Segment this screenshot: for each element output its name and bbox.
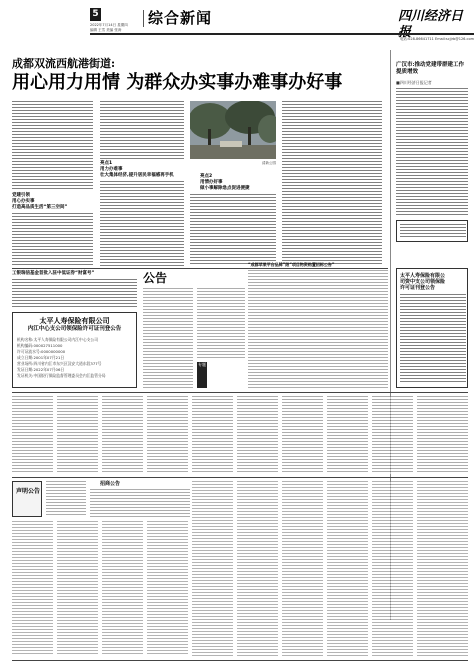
classified-col-5 bbox=[192, 396, 233, 474]
classified-col-4 bbox=[147, 396, 188, 474]
lower-col-9 bbox=[372, 481, 413, 656]
lower-col-8 bbox=[327, 481, 368, 656]
section-rule-3 bbox=[12, 477, 468, 478]
lead-headline: 用心用力用情 为群众办实事办难事办好事 bbox=[12, 72, 343, 93]
lower-col-2 bbox=[57, 521, 98, 656]
notice-row-6: 发证日期:2022年07月06日 bbox=[17, 367, 65, 372]
photo-caption: 清新公园 bbox=[262, 161, 276, 165]
labor-news-title: 工银瑞信基金首批入驻中低证券“财富号” bbox=[12, 271, 95, 276]
right-article-title: 广汉市:推动党建带群建工作提质增效 bbox=[396, 62, 465, 75]
classified-col-1 bbox=[12, 396, 53, 474]
classified-col-2 bbox=[57, 396, 98, 474]
classified-col-9 bbox=[372, 396, 413, 474]
lead-photo bbox=[190, 101, 276, 159]
lead-kicker: 成都双流西航港街道: bbox=[12, 57, 116, 70]
park-trees-image bbox=[190, 101, 276, 159]
lower-col-3 bbox=[102, 521, 143, 656]
section-rule-1 bbox=[12, 268, 388, 269]
lead-column-2 bbox=[100, 101, 184, 159]
classified-col-8 bbox=[327, 396, 368, 474]
notice-center-col-1 bbox=[143, 288, 193, 388]
insurance-notice-main bbox=[12, 312, 137, 388]
statement-tag bbox=[12, 481, 42, 517]
lead-column-2b bbox=[100, 181, 184, 266]
notice-row-3: 许可证流水号:0000000000 bbox=[17, 349, 66, 354]
classified-col-6 bbox=[237, 396, 278, 474]
insurance-notice-right bbox=[396, 268, 468, 388]
lower-col-5 bbox=[192, 481, 233, 656]
right-small-notice-text bbox=[400, 224, 466, 238]
highlight-1-line: 壮大集体经济,提升居民幸福感再手机 bbox=[100, 173, 174, 178]
notice-center-title: “成都苹果平台品牌”限“项目物资购置招标公告” bbox=[248, 262, 335, 267]
lower-col-6 bbox=[237, 481, 278, 656]
lead-column-1b bbox=[12, 213, 93, 265]
paper-name-logo: 四川经济日 bbox=[398, 9, 464, 24]
section-rule-2 bbox=[12, 392, 468, 393]
header-divider bbox=[143, 10, 144, 27]
notice-row-2: 机构编码:000027511000 bbox=[17, 343, 63, 348]
right-small-notice bbox=[396, 220, 468, 242]
masthead bbox=[0, 0, 474, 46]
right-article-byline: ■四川经济日报记者 bbox=[396, 80, 432, 85]
notice-center-col-2 bbox=[197, 288, 245, 358]
issue-date: 2022年7月14日 星期四 bbox=[90, 23, 128, 27]
left-subtitle-line: 打造高品质生活“第三空间” bbox=[12, 205, 68, 210]
notice-center-dark-label: 专题 bbox=[197, 362, 207, 388]
right-notice-title-1: 太平人寿保险有限公 bbox=[400, 273, 446, 279]
highlight-2-line: 做小事解除急点促进便捷 bbox=[200, 186, 250, 191]
right-notice-title-2: 司资中支公司领保险 bbox=[400, 279, 446, 285]
lower-col-7 bbox=[282, 481, 323, 656]
highlight-1-label: 亮点1 bbox=[100, 161, 113, 166]
left-subtitle-label: 党建引领 bbox=[12, 193, 30, 198]
lead-column-1 bbox=[12, 101, 93, 191]
classified-col-7 bbox=[282, 396, 323, 474]
notice-title-1: 太平人寿保险有限公司 bbox=[39, 316, 110, 325]
lower-col-10 bbox=[417, 481, 468, 656]
recruit-notice-title: 招商公告 bbox=[100, 481, 121, 487]
notice-row-1: 机构名称:太平人寿保险有限公司内江中心支公司 bbox=[17, 337, 99, 342]
right-notice-title-3: 许可证刊登公告 bbox=[400, 285, 436, 291]
right-article-body bbox=[396, 88, 468, 216]
notice-row-4: 成立日期:2001年07月21日 bbox=[17, 355, 65, 360]
lead-column-3c bbox=[190, 194, 276, 266]
section-title: 综合新闻 bbox=[148, 9, 213, 27]
highlight-2-label: 亮点2 bbox=[200, 174, 213, 179]
recruit-notice-body bbox=[90, 489, 190, 517]
left-subtitle: 用心办实事 bbox=[12, 199, 35, 204]
editors-line: 编辑 王雪 美编 张涛 bbox=[90, 28, 122, 32]
page-number-badge: 5 bbox=[90, 8, 101, 21]
footer-rule bbox=[12, 660, 468, 661]
lower-col-4 bbox=[147, 521, 188, 656]
notice-row-7: 发证机关:中国银行保险监督管理委员会内江监管分局 bbox=[17, 373, 106, 378]
right-notice-body bbox=[400, 294, 466, 384]
notice-title-2: 内江中心支公司领保险许可证刊登公告 bbox=[27, 326, 122, 332]
header-rule bbox=[90, 33, 474, 35]
notice-row-5: 营业场所:四川省内江市东兴区汉安大道东段377号 bbox=[17, 361, 102, 366]
notice-center-col-3 bbox=[248, 270, 388, 388]
lead-column-4 bbox=[282, 101, 382, 266]
highlight-2-sub: 用情办好事 bbox=[200, 180, 223, 185]
contact-line: 电话:028-86641711 Email:scjjrb@126.com bbox=[399, 37, 474, 41]
statement-tag-text: 声明公告 bbox=[15, 488, 40, 495]
classified-col-3 bbox=[102, 396, 143, 474]
highlight-1-sub: 用力办难事 bbox=[100, 167, 123, 172]
statement-body-1 bbox=[46, 481, 86, 517]
labor-news-body bbox=[12, 279, 137, 309]
classified-col-10 bbox=[417, 396, 468, 474]
lower-col-1 bbox=[12, 521, 53, 656]
notice-center-big-char: 公告 bbox=[143, 271, 168, 285]
